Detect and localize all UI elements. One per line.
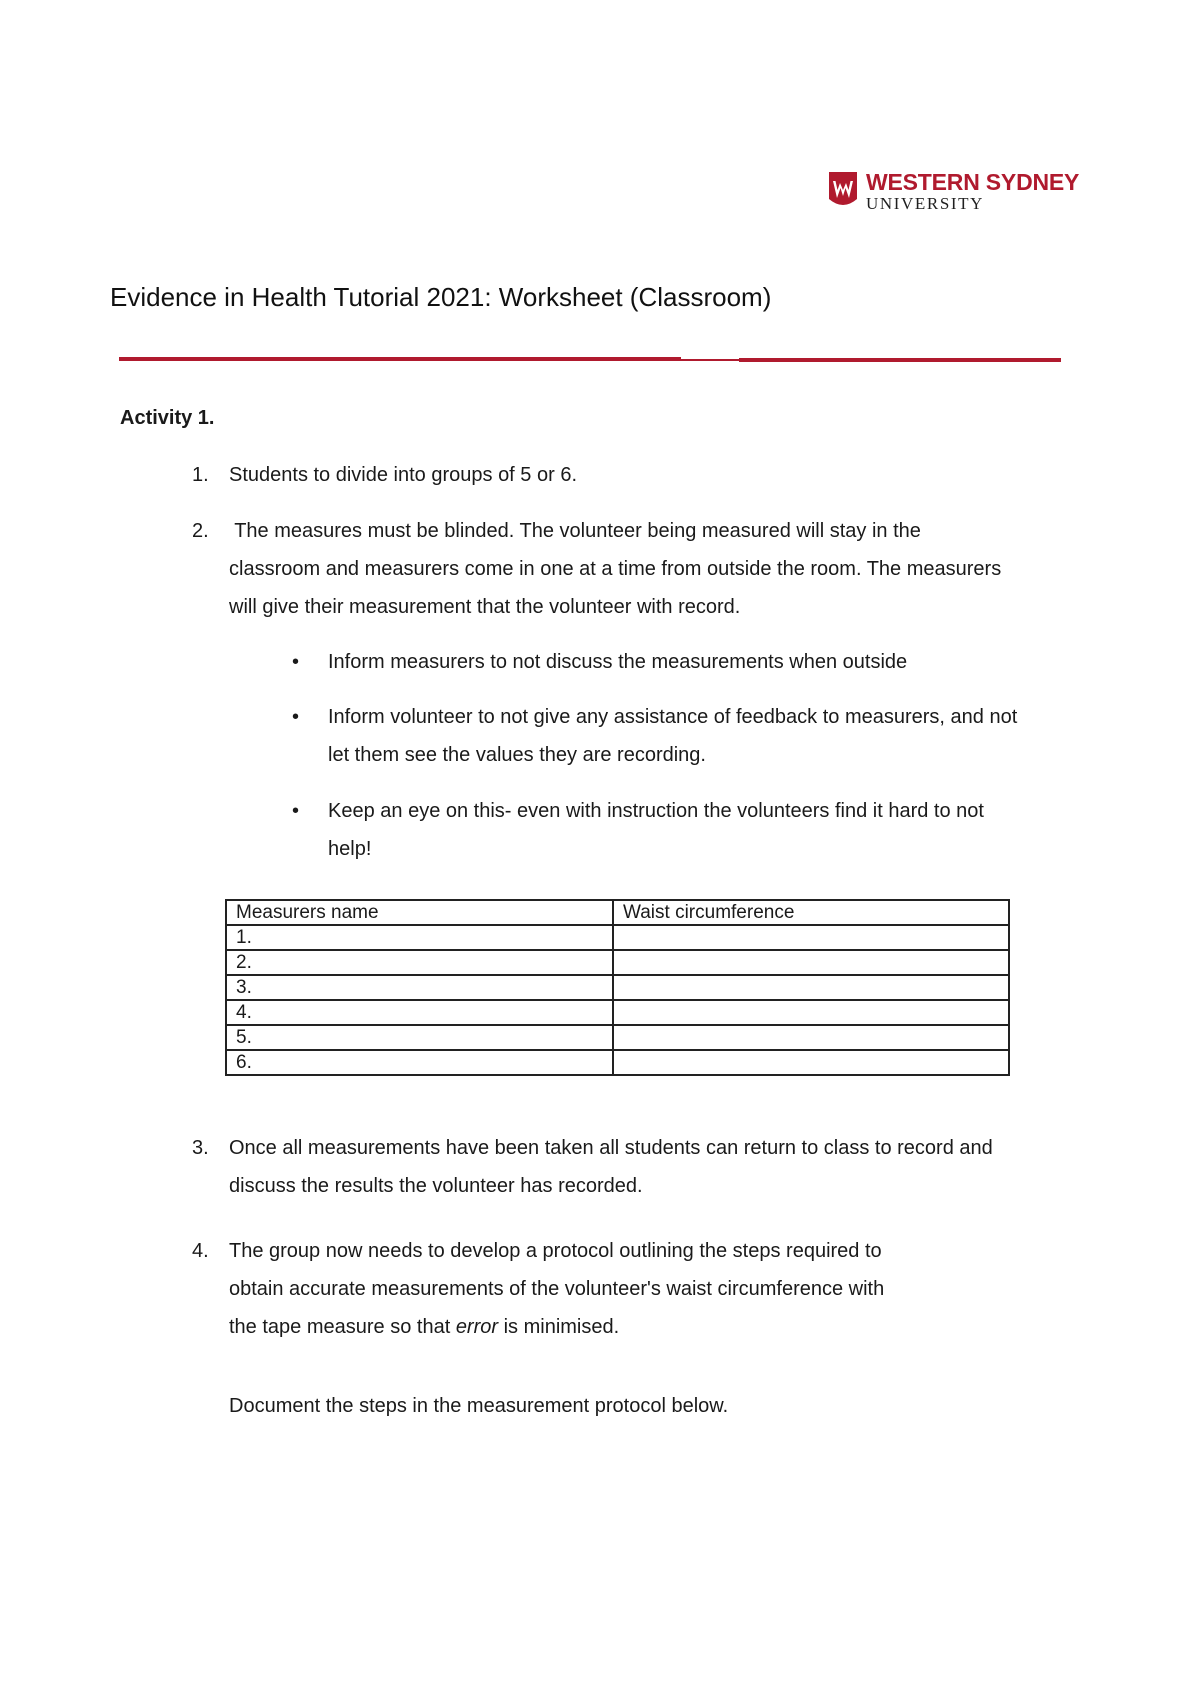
logo-wordmark-line1: WESTERN SYDNEY [866,169,1080,195]
table-header-row [226,900,1009,925]
step-2-line-1: The measures must be blinded. The volunteer being measured will stay in the [229,520,921,542]
table-row [226,1050,1009,1075]
table-row [226,1000,1009,1025]
row-number: 1. [226,925,613,950]
step-4-line-3 [229,1308,619,1346]
shield-w-icon [828,171,858,211]
row-number: 4. [226,1000,613,1025]
step-4-line-1: The group now needs to develop a protocol outlining the steps required to [229,1240,882,1262]
step-3-number: 3. [192,1137,209,1159]
waist-value-cell[interactable] [613,950,1009,975]
activity-heading: Activity 1. [120,407,215,429]
column-header-waist-circumference: Waist circumference [613,900,1009,925]
step-3-line-2: discuss the results the volunteer has recorded. [229,1175,643,1197]
bullet-3-marker: • [292,800,300,822]
waist-value-cell[interactable] [613,1050,1009,1075]
bullet-2-line-2: let them see the values they are recording. [328,744,706,766]
step-3-line-1: Once all measurements have been taken all students can return to class to record and [229,1137,993,1159]
measurements-table [225,899,1010,1076]
emphasis-error: error [455,1316,499,1338]
table-row [226,950,1009,975]
bullet-2-line-1: Inform volunteer to not give any assistance of feedback to measurers, and not [328,706,1018,728]
bullet-1-marker: • [292,651,300,673]
protocol-instruction: Document the steps in the measurement protocol below. [229,1395,729,1417]
step-1-number: 1. [192,464,209,486]
bullet-2-marker: • [292,706,300,728]
title-divider-middle [681,359,739,361]
step-4-line-3-end: is minimised. [498,1316,620,1338]
step-2-line-2: classroom and measurers come in one at a time from outside the room. The measurers [229,558,1002,580]
table-row [226,1025,1009,1050]
row-number: 6. [226,1050,613,1075]
step-2-line-3: will give their measurement that the volunteer with record. [229,596,741,618]
logo-wordmark-line2: UNIVERSITY [866,194,984,213]
table-row [226,925,1009,950]
step-4-number: 4. [192,1240,209,1262]
step-2-number: 2. [192,520,209,542]
university-logo [828,171,1079,215]
waist-value-cell[interactable] [613,1025,1009,1050]
row-number: 3. [226,975,613,1000]
waist-value-cell[interactable] [613,1000,1009,1025]
bullet-3-line-2: help! [328,838,372,860]
bullet-1-text: Inform measurers to not discuss the measurements when outside [328,651,908,673]
step-4-line-3-start: the tape measure so that [229,1316,456,1338]
column-header-measurers-name: Measurers name [226,900,613,925]
title-divider-left [119,357,681,361]
bullet-3-line-1: Keep an eye on this- even with instruction the volunteers find it hard to not [328,800,984,822]
row-number: 2. [226,950,613,975]
table-row [226,975,1009,1000]
step-4-line-2: obtain accurate measurements of the volunteer's waist circumference with [229,1278,885,1300]
title-divider-right [739,358,1061,362]
step-1-text: Students to divide into groups of 5 or 6. [229,464,577,486]
waist-value-cell[interactable] [613,925,1009,950]
row-number: 5. [226,1025,613,1050]
document-title: Evidence in Health Tutorial 2021: Worksheet (Classroom) [110,282,772,312]
waist-value-cell[interactable] [613,975,1009,1000]
